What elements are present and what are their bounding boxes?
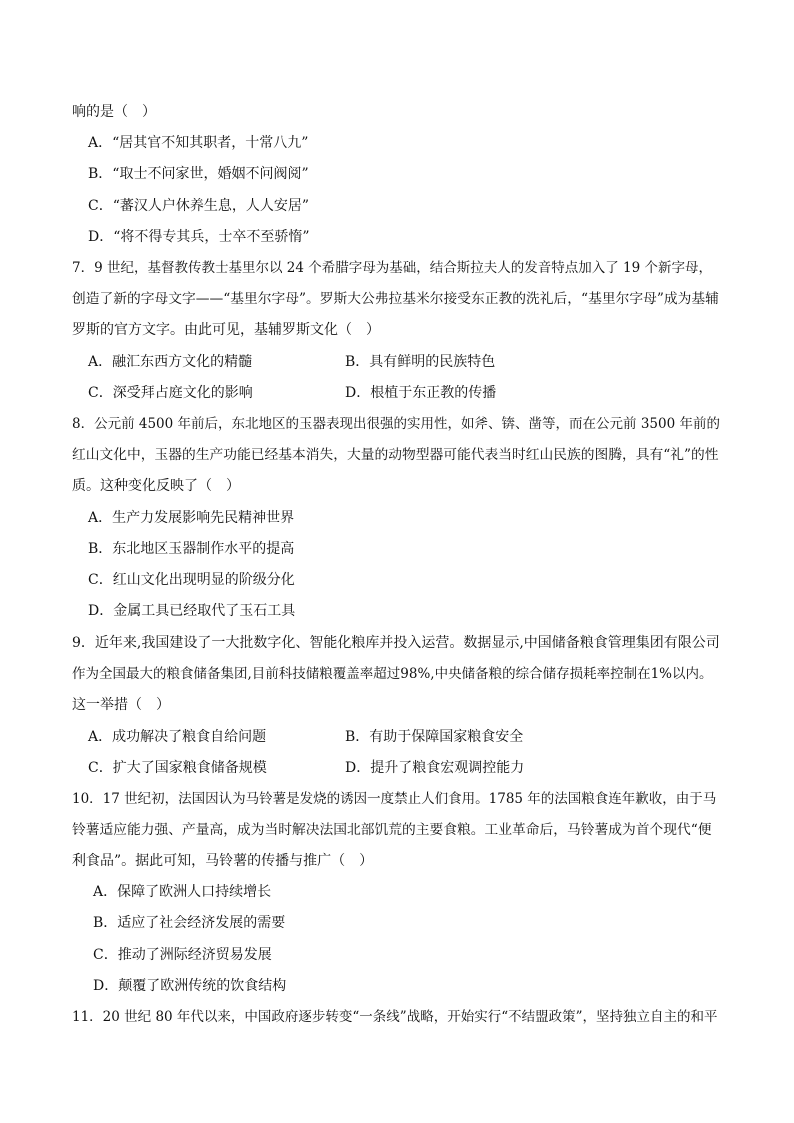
- q7-option-d: D．根植于东正教的传播: [345, 385, 497, 401]
- q9-option-d: D．提升了粮食宏观调控能力: [345, 760, 525, 776]
- q8-stem-line-1: 8．公元前 4500 年前后，东北地区的玉器表现出很强的实用性，如斧、锛、凿等，而在公元前 3500 年前的: [72, 416, 720, 432]
- q9-option-b: B．有助于保障国家粮食安全: [345, 729, 524, 745]
- q10-option-b: B．适应了社会经济发展的需要: [93, 915, 286, 931]
- q6-option-d: D．“将不得专其兵，士卒不至骄惰”: [88, 229, 310, 245]
- q8-stem-line-2: 红山文化中，玉器的生产功能已经基本消失，大量的动物型器可能代表当时红山民族的图腾，具有“礼”的性: [72, 447, 719, 463]
- q8-option-c: C．红山文化出现明显的阶级分化: [88, 572, 295, 588]
- q9-stem-line-2: 作为全国最大的粮食储备集团,目前科技储粮覆盖率超过98%,中央储备粮的综合储存损耗率控制在1%以内。: [72, 666, 713, 682]
- q11-stem-line-1: 11．20 世纪 80 年代以来，中国政府逐步转变“一条线”战略，开始实行“不结盟政策”，坚持独立自主的和平: [72, 1009, 718, 1025]
- q8-option-a: A．生产力发展影响先民精神世界: [88, 510, 295, 526]
- q10-option-c: C．推动了洲际经济贸易发展: [93, 947, 272, 963]
- q6-option-a: A．“居其官不知其职者，十常八九”: [88, 135, 309, 151]
- q7-stem-line-3: 罗斯的官方文字。由此可见，基辅罗斯文化（ ）: [72, 322, 380, 338]
- q6-stem-tail: 响的是（ ）: [72, 104, 156, 120]
- q10-stem-line-1: 10．17 世纪初，法国因认为马铃薯是发烧的诱因一度禁止人们食用。1785 年的法国粮食连年歉收，由于马: [72, 791, 717, 807]
- q6-option-c: C．“蕃汉人户休养生息，人人安居”: [88, 198, 310, 214]
- q10-stem-line-3: 利食品”。据此可知，马铃薯的传播与推广（ ）: [72, 853, 374, 869]
- q7-stem-line-2: 创造了新的字母文字——“基里尔字母”。罗斯大公弗拉基米尔接受东正教的洗礼后，“基里尔字母”成为基辅: [72, 291, 719, 307]
- q9-option-a: A．成功解决了粮食自给问题: [88, 729, 267, 745]
- q6-option-b: B．“取士不问家世，婚姻不问阀阅”: [88, 166, 309, 182]
- q7-option-a: A．融汇东西方文化的精髓: [88, 354, 253, 370]
- q9-option-c: C．扩大了国家粮食储备规模: [88, 760, 267, 776]
- q9-stem-line-3: 这一举措（ ）: [72, 697, 170, 713]
- q7-option-c: C．深受拜占庭文化的影响: [88, 385, 253, 401]
- q8-option-d: D．金属工具已经取代了玉石工具: [88, 603, 296, 619]
- q9-stem-line-1: 9．近年来,我国建设了一大批数字化、智能化粮库并投入运营。数据显示,中国储备粮食管理集团有限公司: [72, 635, 720, 651]
- q10-option-a: A．保障了欧洲人口持续增长: [93, 884, 272, 900]
- q7-option-b: B．具有鲜明的民族特色: [345, 354, 496, 370]
- q10-option-d: D．颠覆了欧洲传统的饮食结构: [93, 978, 287, 994]
- q8-option-b: B．东北地区玉器制作水平的提高: [88, 541, 295, 557]
- q8-stem-line-3: 质。这种变化反映了（ ）: [72, 478, 240, 494]
- q10-stem-line-2: 铃薯适应能力强、产量高，成为当时解决法国北部饥荒的主要食粮。工业革命后，马铃薯成为首个现代“便: [72, 822, 712, 838]
- q7-stem-line-1: 7．9 世纪，基督教传教士基里尔以 24 个希腊字母为基础，结合斯拉夫人的发音特点加入了 19 个新字母，: [72, 260, 712, 276]
